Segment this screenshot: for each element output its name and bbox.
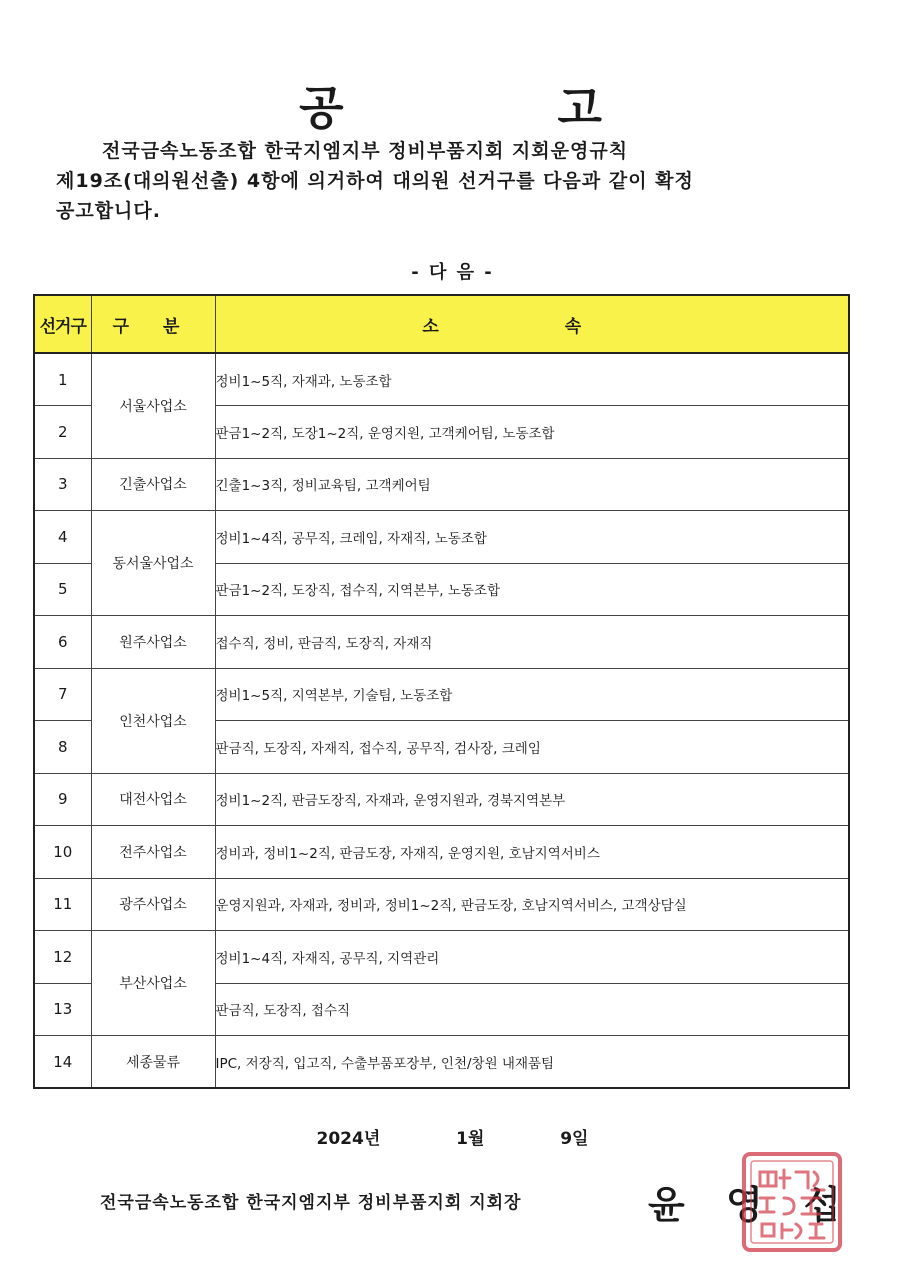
district-number: 1 <box>34 353 91 406</box>
intro-paragraph <box>56 136 846 226</box>
district-number: 4 <box>34 511 91 564</box>
affiliation-cell: 정비1~2직, 판금도장직, 자재과, 운영지원과, 경북지역본부 <box>215 773 849 826</box>
title-char-2: 고 <box>557 81 606 135</box>
category-cell: 인천사업소 <box>91 668 215 773</box>
affiliation-cell: 판금1~2직, 도장1~2직, 운영지원, 고객케어팀, 노동조합 <box>215 406 849 459</box>
table-row <box>34 1036 849 1089</box>
next-heading: - 다 음 - <box>411 262 494 283</box>
district-number: 7 <box>34 668 91 721</box>
category-cell: 부산사업소 <box>91 931 215 1036</box>
category-cell: 원주사업소 <box>91 616 215 669</box>
table-row <box>34 826 849 879</box>
affiliation-cell: 판금직, 도장직, 자재직, 접수직, 공무직, 검사장, 크레임 <box>215 721 849 774</box>
table-row <box>34 931 849 984</box>
intro-line-2: 제19조(대의원선출) 4항에 의거하여 대의원 선거구를 다음과 같이 확정 <box>56 170 694 192</box>
affiliation-cell: IPC, 저장직, 입고직, 수출부품포장부, 인천/창원 내재품팀 <box>215 1036 849 1089</box>
date-day: 9일 <box>560 1129 589 1149</box>
table-row <box>34 773 849 826</box>
signatory-title: 전국금속노동조합 한국지엠지부 정비부품지회 지회장 <box>100 1193 522 1213</box>
date-month: 1월 <box>456 1129 485 1149</box>
affiliation-cell: 정비과, 정비1~2직, 판금도장, 자재직, 운영지원, 호남지역서비스 <box>215 826 849 879</box>
page-title <box>0 72 905 138</box>
affiliation-cell: 접수직, 정비, 판금직, 도장직, 자재직 <box>215 616 849 669</box>
affiliation-cell: 정비1~5직, 지역본부, 기술팀, 노동조합 <box>215 668 849 721</box>
affiliation-cell: 판금1~2직, 도장직, 접수직, 지역본부, 노동조합 <box>215 563 849 616</box>
signatory-name: 윤 영 섭 <box>648 1182 855 1227</box>
category-cell: 서울사업소 <box>91 353 215 458</box>
table-row <box>34 668 849 721</box>
category-cell: 세종물류 <box>91 1036 215 1089</box>
category-cell: 전주사업소 <box>91 826 215 879</box>
affiliation-cell: 정비1~4직, 자재직, 공무직, 지역관리 <box>215 931 849 984</box>
category-cell: 광주사업소 <box>91 878 215 931</box>
table-header-row <box>34 295 849 353</box>
title-char-1: 공 <box>299 81 348 135</box>
district-number: 13 <box>34 983 91 1036</box>
table-row <box>34 458 849 511</box>
district-number: 12 <box>34 931 91 984</box>
table-row <box>34 353 849 406</box>
district-number: 8 <box>34 721 91 774</box>
table-row <box>34 616 849 669</box>
category-cell: 긴출사업소 <box>91 458 215 511</box>
official-seal-icon <box>740 1150 844 1254</box>
affiliation-cell: 정비1~4직, 공무직, 크레임, 자재직, 노동조합 <box>215 511 849 564</box>
district-number: 11 <box>34 878 91 931</box>
header-category: 구 분 <box>91 295 215 353</box>
header-district: 선거구 <box>34 295 91 353</box>
category-cell: 동서울사업소 <box>91 511 215 616</box>
district-number: 2 <box>34 406 91 459</box>
affiliation-cell: 긴출1~3직, 정비교육팀, 고객케어팀 <box>215 458 849 511</box>
header-affiliation: 소 속 <box>215 295 849 353</box>
affiliation-cell: 정비1~5직, 자재과, 노동조합 <box>215 353 849 406</box>
district-number: 5 <box>34 563 91 616</box>
district-number: 14 <box>34 1036 91 1089</box>
district-number: 9 <box>34 773 91 826</box>
table-row <box>34 878 849 931</box>
date-year: 2024년 <box>316 1129 381 1149</box>
intro-line-1: 전국금속노동조합 한국지엠지부 정비부품지회 지회운영규칙 <box>102 140 629 162</box>
intro-line-3: 공고합니다. <box>56 200 161 222</box>
table-row <box>34 511 849 564</box>
district-number: 3 <box>34 458 91 511</box>
affiliation-cell: 운영지원과, 자재과, 정비과, 정비1~2직, 판금도장, 호남지역서비스, 고객상담실 <box>215 878 849 931</box>
district-number: 10 <box>34 826 91 879</box>
affiliation-cell: 판금직, 도장직, 접수직 <box>215 983 849 1036</box>
category-cell: 대전사업소 <box>91 773 215 826</box>
district-table <box>33 294 850 1089</box>
announcement-date <box>0 1124 905 1149</box>
district-number: 6 <box>34 616 91 669</box>
